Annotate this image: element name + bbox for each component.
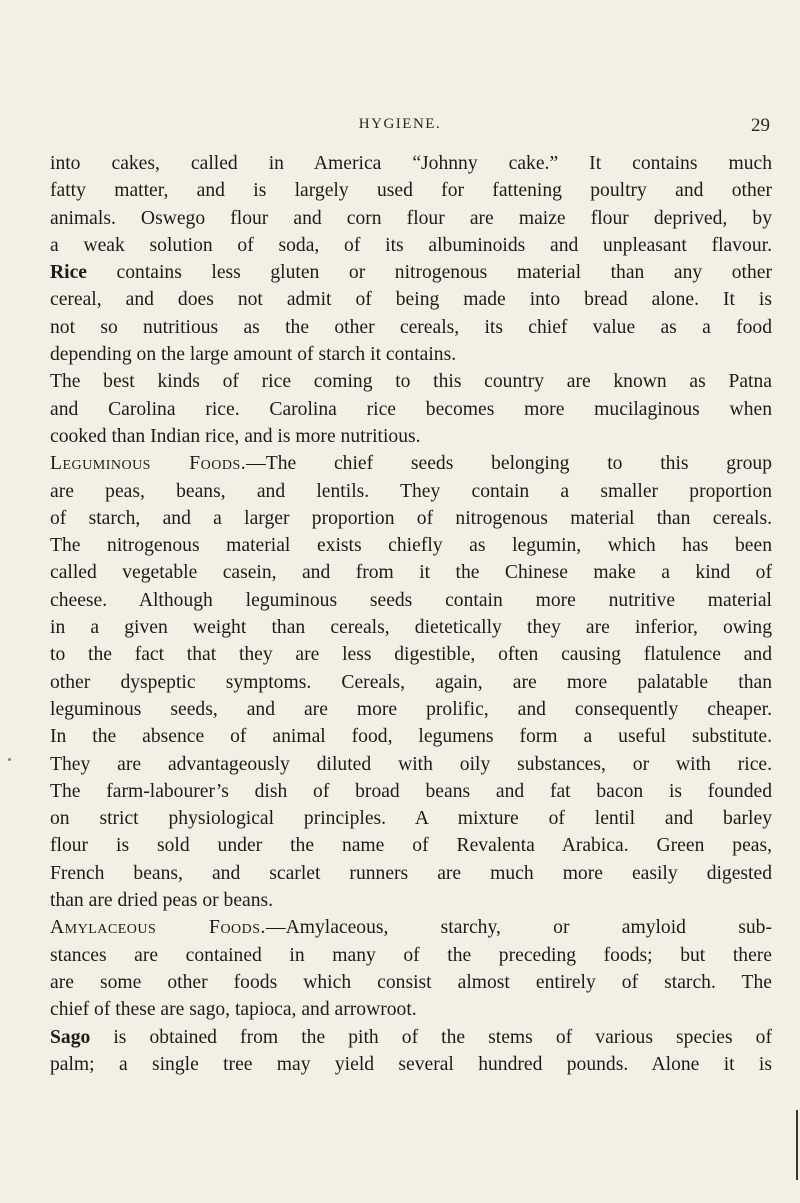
page-number: 29: [751, 115, 770, 136]
text-line-rice: [50, 259, 772, 286]
running-title: HYGIENE.: [358, 116, 442, 132]
text-line: flour is sold under the name of Revalenta Arabica. Green peas,: [50, 835, 772, 857]
text-line: are peas, beans, and lentils. They contain a smaller proportion: [50, 480, 772, 502]
text-line-sago: [50, 1024, 772, 1051]
section-heading-amylaceous: Amylaceous Foods.: [50, 917, 266, 939]
text-line: called vegetable casein, and from it the Chinese make a kind of: [50, 562, 772, 584]
text-line: not so nutritious as the other cereals, its chief value as a food: [50, 316, 772, 338]
text-line: stances are contained in many of the preceding foods; but there: [50, 944, 772, 966]
text-line: than are dried peas or beans.: [50, 890, 274, 912]
text-line: cooked than Indian rice, and is more nutritious.: [50, 425, 421, 447]
body-text: [50, 150, 772, 1078]
text-line: and Carolina rice. Carolina rice becomes more mucilaginous when: [50, 398, 772, 420]
rice-line-rest: contains less gluten or nitrogenous material than any other: [87, 262, 772, 284]
rice-word: Rice: [50, 262, 87, 284]
section-heading-leguminous: Leguminous Foods.: [50, 453, 247, 475]
text-line: a weak solution of soda, of its albuminoids and unpleasant flavour.: [50, 234, 772, 256]
sago-word: Sago: [50, 1026, 91, 1048]
text-line: The farm-labourer’s dish of broad beans and fat bacon is founded: [50, 780, 772, 802]
text-line: into cakes, called in America “Johnny cake.” It contains much: [50, 153, 772, 174]
text-line: in a given weight than cereals, dietetically they are inferior, owing: [50, 617, 772, 639]
leguminous-line-rest: —The chief seeds belonging to this group: [246, 453, 772, 475]
text-line: to the fact that they are less digestible, often causing flatulence and: [50, 644, 772, 666]
text-line: They are advantageously diluted with oily substances, or with rice.: [50, 753, 772, 775]
text-line: other dyspeptic symptoms. Cereals, again, are more palatable than: [50, 671, 772, 693]
text-line: chief of these are sago, tapioca, and arrowroot.: [50, 999, 417, 1021]
amylaceous-line-rest: —Amylaceous, starchy, or amyloid sub-: [265, 917, 772, 939]
text-line: cheese. Although leguminous seeds contain more nutritive material: [50, 589, 772, 611]
text-line: leguminous seeds, and are more prolific, and consequently cheaper.: [50, 698, 772, 720]
text-line-leguminous: [50, 450, 772, 477]
text-line-amylaceous: [50, 914, 772, 941]
text-line: In the absence of animal food, legumens form a useful substitute.: [50, 726, 772, 748]
text-line: fatty matter, and is largely used for fattening poultry and other: [50, 180, 772, 202]
text-line: The nitrogenous material exists chiefly as legumin, which has been: [50, 535, 772, 557]
sago-line-rest: is obtained from the pith of the stems of various species of: [90, 1026, 772, 1048]
text-line: on strict physiological principles. A mixture of lentil and barley: [50, 808, 772, 830]
text-line: palm; a single tree may yield several hundred pounds. Alone it is: [50, 1053, 772, 1075]
text-line: of starch, and a larger proportion of nitrogenous material than cereals.: [50, 507, 772, 529]
margin-dot: [8, 758, 11, 761]
text-line: The best kinds of rice coming to this country are known as Patna: [50, 371, 772, 393]
running-head: [0, 116, 800, 140]
page-edge-mark: [796, 1110, 798, 1180]
text-line: depending on the large amount of starch it contains.: [50, 344, 457, 366]
text-line: cereal, and does not admit of being made into bread alone. It is: [50, 289, 772, 311]
text-line: French beans, and scarlet runners are much more easily digested: [50, 862, 772, 884]
text-line: are some other foods which consist almost entirely of starch. The: [50, 971, 772, 993]
text-line: animals. Oswego flour and corn flour are maize flour deprived, by: [50, 207, 772, 229]
